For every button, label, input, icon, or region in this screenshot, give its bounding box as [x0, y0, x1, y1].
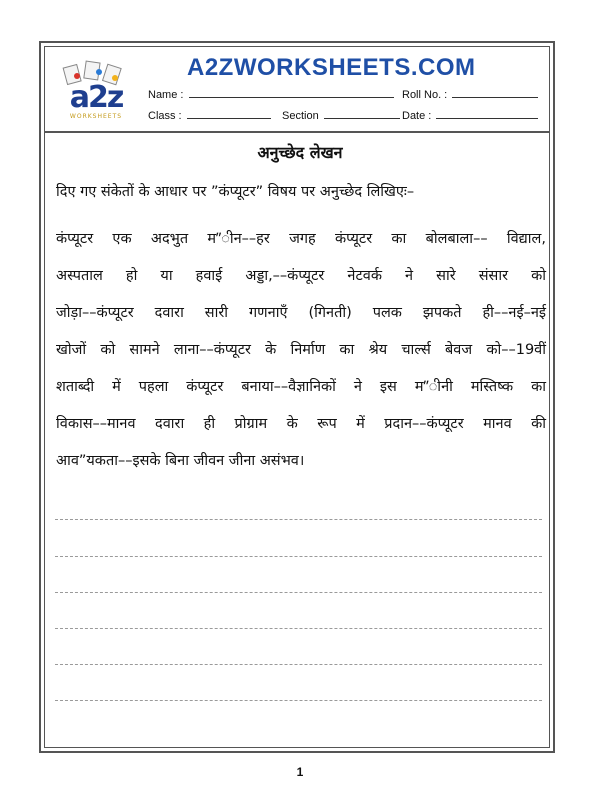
section-line[interactable]	[324, 108, 400, 119]
class-field[interactable]	[148, 108, 271, 122]
paragraph-line: अस्पताल हो या हवाई अड्डा,––कंप्यूटर नेटवर्क ने सारे संसार को	[56, 268, 546, 284]
class-label: Class :	[148, 110, 182, 122]
paragraph-line: आव”यकता––इसके बिना जीवन जीना असंभव।	[56, 453, 305, 469]
paragraph-line: कंप्यूटर एक अदभुत म”ीन––हर जगह कंप्यूटर का बोलबाला–– विद्याल,	[56, 231, 546, 247]
page-number: 1	[296, 765, 304, 779]
date-label: Date :	[402, 110, 432, 122]
writing-line[interactable]	[55, 628, 542, 629]
writing-line[interactable]	[55, 700, 542, 701]
roll-no-line[interactable]	[452, 87, 538, 98]
header-divider	[44, 131, 550, 133]
section-label: Section	[282, 110, 319, 122]
paragraph-line: खोजों को सामने लाना––कंप्यूटर के निर्माण का श्रेय चार्ल्स बेवज को––19वीं	[56, 342, 546, 358]
logo-mark: a2z	[69, 80, 123, 115]
writing-line[interactable]	[55, 519, 542, 520]
a2z-logo	[55, 60, 137, 122]
writing-line[interactable]	[55, 592, 542, 593]
roll-no-field[interactable]	[402, 87, 538, 101]
worksheet-heading: अनुच्छेद लेखन	[257, 143, 343, 162]
date-field[interactable]	[402, 108, 538, 122]
class-line[interactable]	[187, 108, 271, 119]
site-title: A2ZWORKSHEETS.COM	[187, 54, 476, 81]
section-field[interactable]	[282, 108, 400, 122]
name-field[interactable]	[148, 87, 394, 101]
worksheet-instruction: दिए गए संकेतों के आधार पर ”कंप्यूटर” विषय पर अनुच्छेद लिखिएः–	[56, 184, 415, 200]
paragraph-line: जोड़ा––कंप्यूटर दवारा सारी गणनाएँ (गिनती) पलक झपकते ही––नई–नई	[56, 305, 546, 321]
paragraph-line: विकास––मानव दवारा ही प्रोग्राम के रूप में प्रदान––कंप्यूटर मानव की	[56, 416, 546, 432]
roll-no-label: Roll No. :	[402, 89, 448, 101]
paragraph-line: शताब्दी में पहला कंप्यूटर बनाया––वैज्ञानिकों ने इस म”ीनी मस्तिष्क का	[56, 379, 546, 395]
logo-tagline: WORKSHEETS	[69, 113, 123, 120]
name-label: Name :	[148, 89, 184, 101]
name-line[interactable]	[189, 87, 394, 98]
date-line[interactable]	[436, 108, 538, 119]
writing-line[interactable]	[55, 664, 542, 665]
writing-line[interactable]	[55, 556, 542, 557]
